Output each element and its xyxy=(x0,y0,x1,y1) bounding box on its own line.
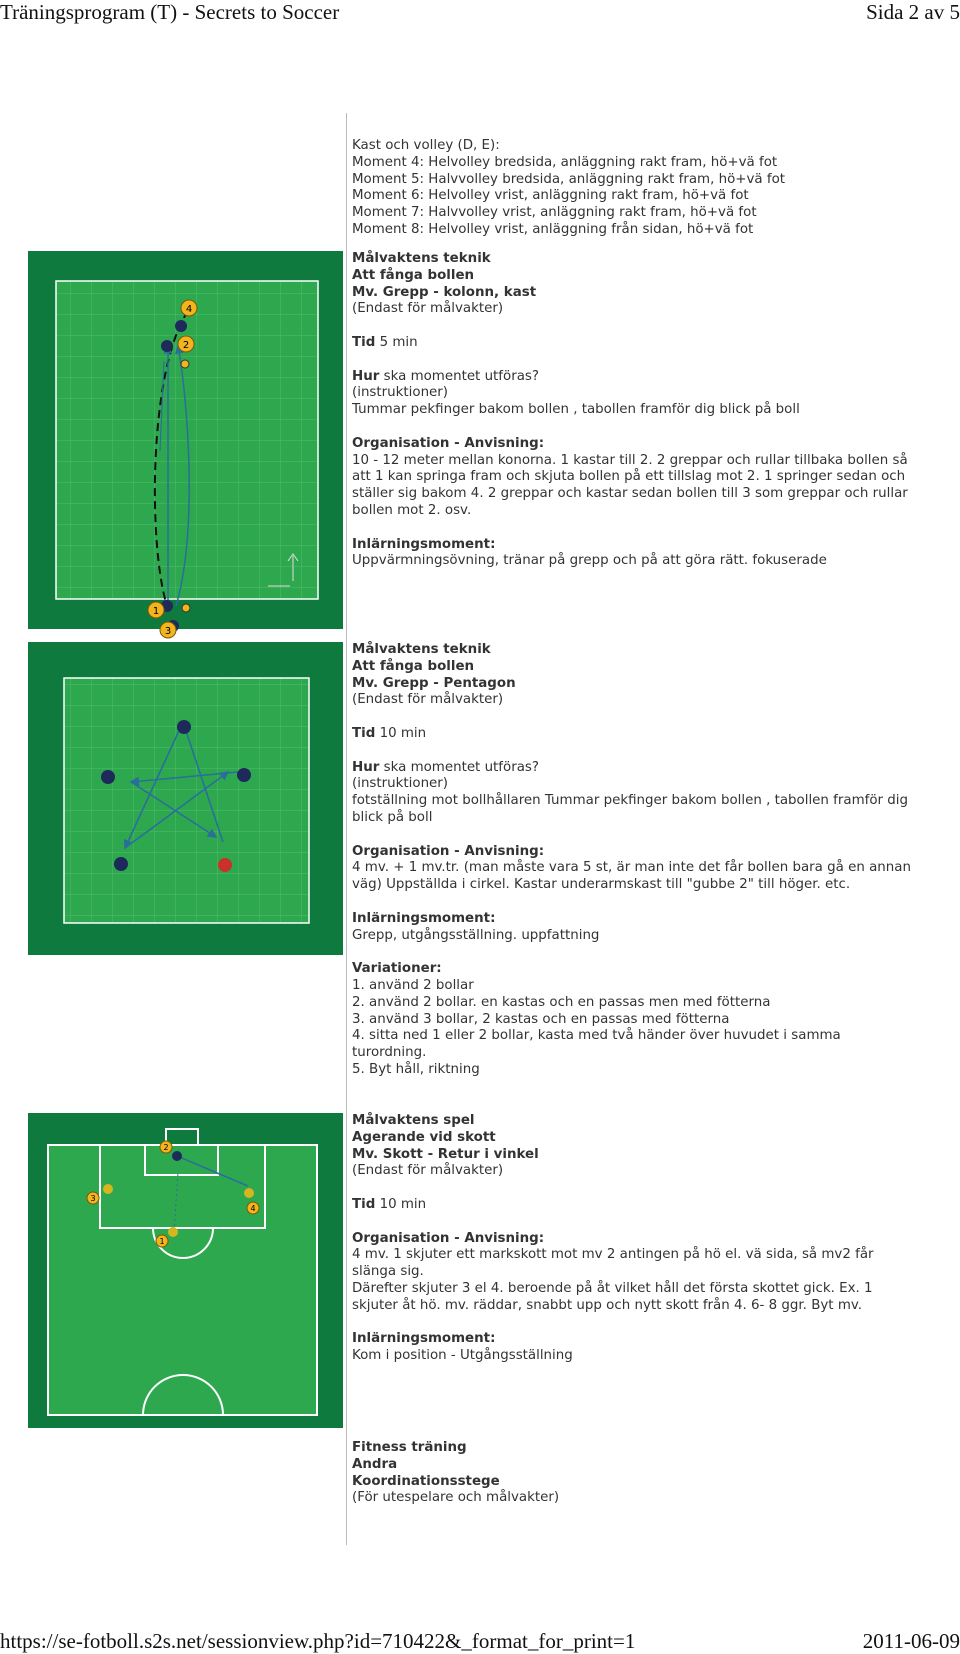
player-icon xyxy=(175,320,187,332)
marker-4 xyxy=(181,300,197,316)
player-icon xyxy=(172,1151,182,1161)
variation-item: 2. använd 2 bollar. en kastas och en passas men med fötterna xyxy=(352,994,771,1010)
svg-text:1: 1 xyxy=(159,1237,165,1246)
exercise-org-text: 4 mv. 1 skjuter ett markskott mot mv 2 antingen på hö el. vä sida, så mv2 får slänga sig. xyxy=(352,1247,874,1280)
exercise-1-text xyxy=(352,251,912,570)
exercise-learning-label: Inlärningsmoment: xyxy=(352,1331,496,1347)
cone-icon xyxy=(181,360,189,368)
exercise-4-text xyxy=(352,1440,912,1507)
exercise-3-diagram xyxy=(28,1113,343,1428)
exercise-instructions: fotställning mot bollhållaren Tummar pekfinger bakom bollen , tabollen framför dig blick på boll xyxy=(352,793,909,825)
exercise-how: Hur ska momentet utföras? xyxy=(352,759,540,775)
variation-item: 1. använd 2 bollar xyxy=(352,977,474,993)
exercise-org-text: 4 mv. + 1 mv.tr. (man måste vara 5 st, är man inte det får bollen bara gå en annan väg) Uppställda i cirkel. Kastar underarmskast till "gubbe 2" till höger. etc. xyxy=(352,860,911,893)
exercise-2-text xyxy=(352,642,912,1079)
player-icon xyxy=(244,1188,254,1198)
svg-text:3: 3 xyxy=(90,1194,96,1203)
svg-text:2: 2 xyxy=(163,1143,169,1152)
variation-item: 5. Byt håll, riktning xyxy=(352,1061,480,1077)
exercise-subcategory: Att fånga bollen xyxy=(352,267,475,283)
exercise-category: Fitness träning xyxy=(352,1440,467,1455)
marker-1 xyxy=(148,602,164,618)
exercise-category: Målvaktens spel xyxy=(352,1113,475,1128)
exercise-category: Målvaktens teknik xyxy=(352,642,491,657)
player-icon xyxy=(103,1184,113,1194)
exercise-variations-label: Variationer: xyxy=(352,961,442,977)
header-title: Träningsprogram (T) - Secrets to Soccer xyxy=(0,0,340,24)
intro-line: Moment 5: Halvvolley bredsida, anläggning rakt fram, hö+vä fot xyxy=(352,171,786,187)
intro-section xyxy=(352,138,912,239)
exercise-learning-text: Kom i position - Utgångsställning xyxy=(352,1348,573,1364)
svg-text:4: 4 xyxy=(185,304,193,315)
exercise-subcategory: Att fånga bollen xyxy=(352,658,475,674)
exercise-name: Mv. Grepp - kolonn, kast xyxy=(352,284,537,300)
exercise-subcategory: Andra xyxy=(352,1456,398,1472)
marker-3 xyxy=(87,1192,99,1204)
exercise-audience: (För utespelare och målvakter) xyxy=(352,1490,560,1506)
exercise-name: Mv. Grepp - Pentagon xyxy=(352,675,516,691)
exercise-org-text: Därefter skjuter 3 el 4. beroende på åt vilket håll det första skottet gick. Ex. 1 skjuter åt hö. mv. räddar, snabbt upp och nytt skott från 4. 6- 8 ggr. Byt mv. xyxy=(352,1280,873,1313)
exercise-audience: (Endast för målvakter) xyxy=(352,1163,504,1179)
svg-text:2: 2 xyxy=(182,340,190,351)
exercise-audience: (Endast för målvakter) xyxy=(352,301,504,317)
svg-text:3: 3 xyxy=(164,626,172,637)
exercise-name: Koordinationsstege xyxy=(352,1473,500,1489)
player-icon xyxy=(161,340,173,352)
exercise-time: Tid 5 min xyxy=(352,334,418,350)
variation-item: 3. använd 3 bollar, 2 kastas och en passas med fötterna xyxy=(352,1011,730,1027)
coach-icon xyxy=(218,858,232,872)
exercise-subcategory: Agerande vid skott xyxy=(352,1129,496,1145)
exercise-how: Hur ska momentet utföras? xyxy=(352,368,540,384)
intro-line: Kast och volley (D, E): xyxy=(352,138,500,153)
exercise-time: Tid 10 min xyxy=(352,1196,427,1212)
intro-line: Moment 8: Helvolley vrist, anläggning från sidan, hö+vä fot xyxy=(352,221,754,237)
exercise-3-text xyxy=(352,1113,912,1365)
intro-line: Moment 7: Halvvolley vrist, anläggning rakt fram, hö+vä fot xyxy=(352,205,757,221)
intro-line: Moment 4: Helvolley bredsida, anläggning rakt fram, hö+vä fot xyxy=(352,154,778,170)
exercise-learning-label: Inlärningsmoment: xyxy=(352,910,496,926)
svg-text:4: 4 xyxy=(250,1204,256,1213)
footer-url: https://se-fotboll.s2s.net/sessionview.php?id=710422&_format_for_print=1 xyxy=(0,1629,636,1653)
header-page-number: Sida 2 av 5 xyxy=(866,0,960,24)
marker-1 xyxy=(156,1235,168,1247)
exercise-instr-label: (instruktioner) xyxy=(352,385,449,401)
variation-item: 4. sitta ned 1 eller 2 bollar, kasta med två händer över huvudet i samma turordning. xyxy=(352,1028,841,1061)
exercise-name: Mv. Skott - Retur i vinkel xyxy=(352,1146,539,1162)
marker-4 xyxy=(247,1202,259,1214)
marker-2 xyxy=(178,336,194,352)
player-icon xyxy=(114,857,128,871)
exercise-learning-text: Grepp, utgångsställning. uppfattning xyxy=(352,927,600,943)
exercise-org-text: 10 - 12 meter mellan konorna. 1 kastar till 2. 2 greppar och rullar tillbaka bollen så att 1 kan springa fram och skjuta bollen på ett tillslag mot 2. 1 springer sedan och ställer sig bakom 4. 2 greppar och kastar sedan bollen till 3 som greppar och rullar bollen mot 2. osv. xyxy=(352,452,908,518)
player-icon xyxy=(101,770,115,784)
player-icon xyxy=(237,768,251,782)
exercise-org-label: Organisation - Anvisning: xyxy=(352,1230,545,1246)
marker-2 xyxy=(160,1141,172,1153)
exercise-instr-label: (instruktioner) xyxy=(352,776,449,792)
exercise-category: Målvaktens teknik xyxy=(352,251,491,266)
exercise-learning-text: Uppvärmningsövning, tränar på grepp och på att göra rätt. fokuserade xyxy=(352,553,827,569)
player-icon xyxy=(177,720,191,734)
exercise-org-label: Organisation - Anvisning: xyxy=(352,843,545,859)
exercise-org-label: Organisation - Anvisning: xyxy=(352,435,545,451)
marker-3 xyxy=(160,622,176,638)
player-icon xyxy=(168,1227,178,1237)
exercise-time: Tid 10 min xyxy=(352,725,427,741)
exercise-2-diagram xyxy=(28,642,343,955)
footer-date: 2011-06-09 xyxy=(862,1629,960,1653)
intro-line: Moment 6: Helvolley vrist, anläggning rakt fram, hö+vä fot xyxy=(352,188,749,204)
cone-icon xyxy=(182,604,190,612)
exercise-1-diagram xyxy=(28,251,343,637)
column-divider xyxy=(346,113,347,1545)
svg-text:1: 1 xyxy=(152,606,160,617)
exercise-instructions: Tummar pekfinger bakom bollen , tabollen framför dig blick på boll xyxy=(352,402,800,418)
exercise-learning-label: Inlärningsmoment: xyxy=(352,536,496,552)
exercise-audience: (Endast för målvakter) xyxy=(352,692,504,708)
